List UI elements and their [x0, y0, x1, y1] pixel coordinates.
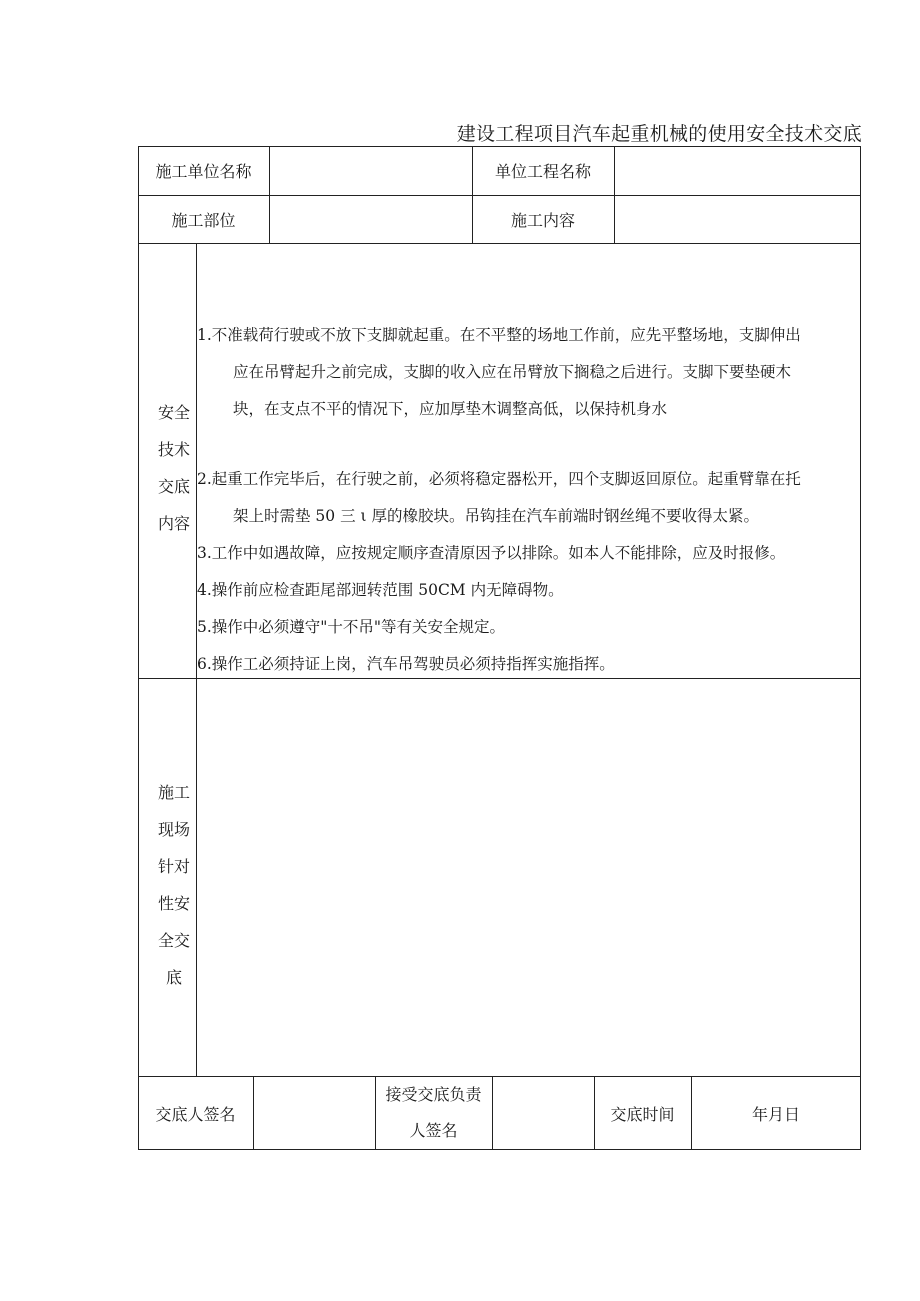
item-text-cont: 块，在支点不平的情况下，应加厚垫木调整高低，以保持机身水 [233, 400, 668, 418]
receiver-signature-field[interactable] [492, 1076, 594, 1150]
label-line: 内容 [157, 514, 190, 533]
unit-name-field[interactable] [269, 146, 472, 195]
label-line: 针对 [157, 857, 190, 876]
item-text: 6.操作工必须持证上岗，汽车吊驾驶员必须持指挥实施指挥。 [197, 655, 615, 673]
item-text: 4.操作前应检查距尾部迥转范围 50CM 内无障碍物。 [197, 581, 564, 599]
label-line: 施工 [157, 783, 190, 802]
item-text: 1.不准载荷行驶或不放下支脚就起重。在不平整的场地工作前，应先平整场地，支脚伸出 [197, 326, 801, 344]
location-label: 施工部位 [171, 210, 236, 230]
safety-item-6 [197, 646, 859, 683]
receiver-label [375, 1076, 492, 1150]
document-title: 建设工程项目汽车起重机械的使用安全技术交底 [456, 123, 862, 145]
safety-section-label [148, 394, 200, 542]
item-text: 2.起重工作完毕后，在行驶之前，必须将稳定器松开，四个支脚返回原位。起重臂靠在托 [197, 470, 801, 488]
content-field[interactable] [614, 195, 861, 243]
item-text: 5.操作中必须遵守"十不吊"等有关安全规定。 [197, 618, 506, 636]
location-field[interactable] [269, 195, 472, 243]
label-line: 交底 [157, 477, 190, 496]
time-label: 交底时间 [610, 1104, 675, 1124]
unit-name-label: 施工单位名称 [155, 162, 252, 181]
row-divider-2 [138, 243, 861, 244]
item-text-cont: 架上时需垫 50 三 ι 厚的橡胶块。吊钩挂在汽车前端时钢丝绳不要收得太紧。 [233, 507, 760, 525]
site-section-label [148, 774, 200, 996]
project-name-field[interactable] [614, 146, 861, 195]
safety-item-5 [197, 609, 859, 646]
item-text-cont: 应在吊臂起升之前完成，支脚的收入应在吊臂放下搁稳之后进行。支脚下要垫硬木 [233, 363, 792, 381]
label-line: 底 [165, 968, 182, 987]
time-field[interactable]: 年月日 [751, 1104, 800, 1124]
safety-item-3 [197, 535, 859, 572]
receiver-label-line: 接受交底负责 [385, 1085, 482, 1104]
receiver-label-line: 人签名 [409, 1121, 458, 1140]
content-label: 施工内容 [510, 210, 575, 230]
item-text: 3.工作中如遇故障，应按规定顺序查清原因予以排除。如本人不能排除，应及时报修。 [197, 544, 786, 562]
label-line: 现场 [157, 820, 190, 839]
discloser-label: 交底人签名 [155, 1104, 236, 1124]
safety-item-2 [197, 461, 859, 535]
safety-item-1 [197, 317, 859, 428]
project-name-label: 单位工程名称 [494, 162, 591, 181]
label-line: 全交 [157, 931, 190, 950]
label-line: 安全 [157, 403, 190, 422]
site-section-field[interactable] [197, 679, 860, 1076]
safety-item-4 [197, 572, 859, 609]
label-line: 性安 [157, 894, 190, 913]
label-line: 技术 [157, 440, 190, 459]
discloser-signature-field[interactable] [253, 1076, 375, 1150]
